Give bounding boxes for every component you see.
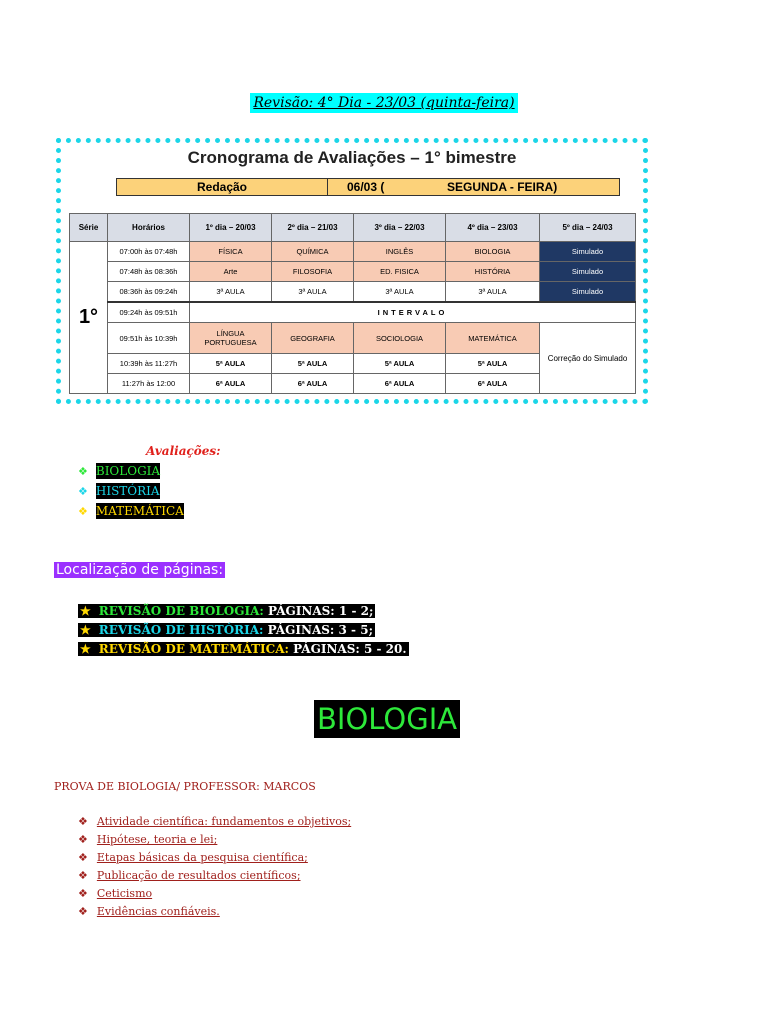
subject-cell: LÍNGUA PORTUGUESA [190, 323, 272, 354]
revisao-pages: PÁGINAS: 3 - 5; [267, 623, 373, 637]
revisao-pages: PÁGINAS: 5 - 20. [288, 642, 407, 656]
avaliacao-label: HISTÓRIA [95, 484, 160, 498]
subject-cell: 3ª AULA [272, 282, 354, 303]
diamond-bullet-icon: ❖ [78, 505, 88, 518]
revisao-label: REVISÃO DE BIOLOGIA: [98, 604, 264, 618]
table-header: 4º dia – 23/03 [446, 214, 540, 242]
schedule-title: Cronograma de Avaliações – 1° bimestre [187, 148, 517, 167]
subject-cell: ED. FISICA [354, 262, 446, 282]
list-item [78, 623, 375, 637]
diamond-bullet-icon: ❖ [78, 815, 88, 828]
star-icon: ★ [80, 604, 91, 618]
localizacao-heading: Localização de páginas: [56, 562, 224, 578]
schedule-image [56, 138, 648, 404]
schedule-table [69, 213, 636, 394]
list-item [78, 815, 351, 828]
subject-cell: INGLÊS [354, 242, 446, 262]
diamond-bullet-icon: ❖ [78, 869, 88, 882]
diamond-bullet-icon: ❖ [78, 833, 88, 846]
subject-cell: 3ª AULA [354, 282, 446, 303]
list-item [78, 464, 160, 478]
list-item [78, 833, 217, 846]
serie-cell: 1° [70, 242, 108, 394]
prova-line: PROVA DE BIOLOGIA/ PROFESSOR: MARCOS [54, 780, 316, 793]
page-title [0, 92, 768, 111]
table-header: 1º dia – 20/03 [190, 214, 272, 242]
list-item [78, 504, 184, 518]
redacao-label: Redação [196, 180, 248, 194]
subject-cell: 3ª AULA [446, 282, 540, 303]
topic-link[interactable]: Evidências confiáveis. [96, 905, 220, 918]
subject-cell: FILOSOFIA [272, 262, 354, 282]
time-cell: 07:00h às 07:48h [108, 242, 190, 262]
interval-cell: INTERVALO [190, 302, 636, 323]
simulado-cell: Simulado [540, 262, 636, 282]
revisao-label: REVISÃO DE HISTÓRIA: [98, 623, 268, 637]
redacao-date: 06/03 ( [347, 180, 385, 194]
subject-cell: 6ª AULA [190, 374, 272, 394]
table-row [70, 242, 636, 262]
table-row [70, 323, 636, 354]
avaliacao-label: BIOLOGIA [95, 464, 161, 478]
diamond-bullet-icon: ❖ [78, 851, 88, 864]
list-item [78, 604, 375, 618]
revisao-pages: PÁGINAS: 1 - 2; [263, 604, 374, 618]
topic-link[interactable]: Ceticismo [96, 887, 153, 900]
time-cell: 09:24h às 09:51h [108, 302, 190, 323]
star-icon: ★ [80, 642, 91, 656]
subject-cell: MATEMÁTICA [446, 323, 540, 354]
table-row [70, 302, 636, 323]
list-item [78, 905, 220, 918]
topic-link[interactable]: Atividade científica: fundamentos e objetivos; [96, 815, 352, 828]
subject-cell: 3ª AULA [190, 282, 272, 303]
list-item [78, 851, 308, 864]
redacao-bar [116, 178, 620, 196]
table-header: 5º dia – 24/03 [540, 214, 636, 242]
time-cell: 07:48h às 08:36h [108, 262, 190, 282]
subject-cell: 6ª AULA [446, 374, 540, 394]
time-cell: 09:51h às 10:39h [108, 323, 190, 354]
table-header: Série [70, 214, 108, 242]
subject-cell: 6ª AULA [272, 374, 354, 394]
topic-link[interactable]: Hipótese, teoria e lei; [96, 833, 218, 846]
topic-link[interactable]: Publicação de resultados científicos; [96, 869, 301, 882]
biologia-heading: BIOLOGIA [314, 700, 460, 738]
table-row [70, 282, 636, 303]
time-cell: 11:27h às 12:00 [108, 374, 190, 394]
diamond-bullet-icon: ❖ [78, 485, 88, 498]
subject-cell: BIOLOGIA [446, 242, 540, 262]
redacao-day: SEGUNDA - FEIRA) [447, 180, 558, 194]
list-item [78, 887, 152, 900]
diamond-bullet-icon: ❖ [78, 905, 88, 918]
subject-cell: QUÍMICA [272, 242, 354, 262]
revisao-label: REVISÃO DE MATEMÁTICA: [98, 642, 289, 656]
subject-cell: SOCIOLOGIA [354, 323, 446, 354]
subject-cell: FÍSICA [190, 242, 272, 262]
simulado-cell: Simulado [540, 242, 636, 262]
list-item [78, 484, 160, 498]
table-header: 2º dia – 21/03 [272, 214, 354, 242]
list-item [78, 869, 301, 882]
subject-cell: 5ª AULA [272, 354, 354, 374]
avaliacao-label: MATEMÁTICA [95, 504, 184, 518]
page-title-text: Revisão: 4° Dia - 23/03 (quinta-feira) [250, 93, 517, 113]
correcao-cell: Correção do Simulado [540, 323, 636, 394]
table-header: Horários [108, 214, 190, 242]
time-cell: 10:39h às 11:27h [108, 354, 190, 374]
diamond-bullet-icon: ❖ [78, 887, 88, 900]
subject-cell: Arte [190, 262, 272, 282]
subject-cell: HISTÓRIA [446, 262, 540, 282]
subject-cell: 5ª AULA [354, 354, 446, 374]
star-icon: ★ [80, 623, 91, 637]
subject-cell: 6ª AULA [354, 374, 446, 394]
topic-link[interactable]: Etapas básicas da pesquisa científica; [96, 851, 308, 864]
avaliacoes-heading: Avaliações: [146, 444, 221, 458]
table-header-row [70, 214, 636, 242]
list-item [78, 642, 409, 656]
subject-cell: GEOGRAFIA [272, 323, 354, 354]
subject-cell: 5ª AULA [446, 354, 540, 374]
diamond-bullet-icon: ❖ [78, 465, 88, 478]
time-cell: 08:36h às 09:24h [108, 282, 190, 303]
subject-cell: 5ª AULA [190, 354, 272, 374]
table-header: 3º dia – 22/03 [354, 214, 446, 242]
simulado-cell: Simulado [540, 282, 636, 303]
table-row [70, 262, 636, 282]
